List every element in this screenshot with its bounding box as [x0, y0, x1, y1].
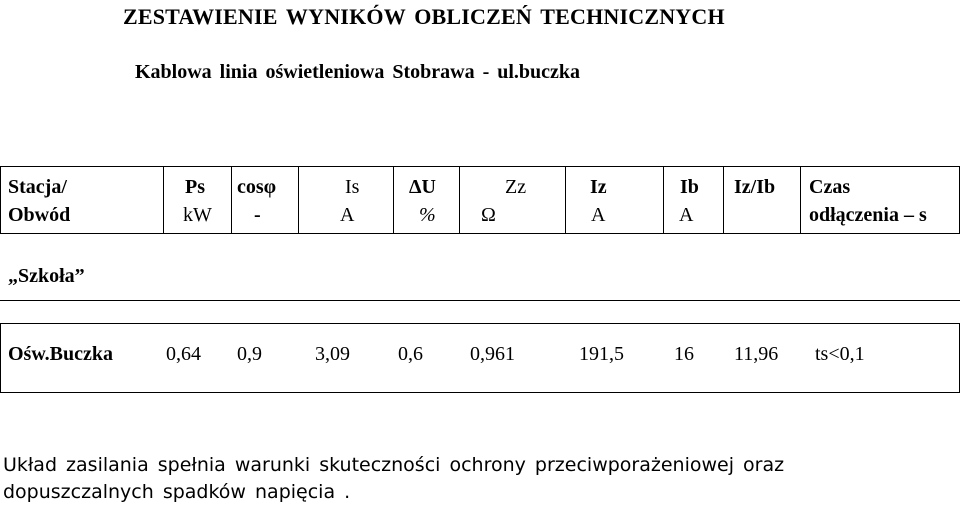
- header-cosphi-unit: -: [254, 204, 261, 226]
- header-time-bottom: odłączenia – s: [809, 204, 927, 226]
- row-zz: 0,961: [470, 343, 515, 365]
- header-ps-top: Ps: [185, 176, 205, 198]
- header-iz-top: Iz: [590, 176, 607, 198]
- header-is-unit: A: [340, 204, 355, 226]
- row-iz: 191,5: [579, 343, 624, 365]
- header-zz-unit: Ω: [481, 204, 496, 226]
- row-cosphi: 0,9: [237, 343, 262, 365]
- row-station: Ośw.Buczka: [8, 343, 114, 365]
- header-time-top: Czas: [809, 176, 851, 198]
- header-du-unit: %: [419, 204, 436, 226]
- header-du-top: ΔU: [409, 176, 436, 198]
- header-ib-unit: A: [679, 204, 694, 226]
- row-is: 3,09: [315, 343, 350, 365]
- row-ps: 0,64: [166, 343, 201, 365]
- header-zz-top: Zz: [505, 176, 527, 198]
- footer-line-2: dopuszczalnych spadków napięcia .: [3, 481, 351, 503]
- row-izib: 11,96: [734, 343, 779, 365]
- row-ib: 16: [674, 343, 694, 365]
- document-subtitle: Kablowa linia oświetleniowa Stobrawa - ul.buczka: [135, 61, 581, 83]
- row-time: ts<0,1: [815, 343, 865, 365]
- header-iz-unit: A: [591, 204, 606, 226]
- row-du: 0,6: [398, 343, 423, 365]
- header-station-top: Stacja/: [8, 176, 67, 198]
- header-cosphi-top: cosφ: [237, 176, 277, 198]
- header-izib: Iz/Ib: [734, 176, 776, 198]
- section-label: „Szkoła”: [8, 265, 85, 287]
- footer-line-1: Układ zasilania spełnia warunki skuteczności ochrony przeciwporażeniowej oraz: [3, 454, 785, 476]
- header-station-bottom: Obwód: [8, 204, 71, 226]
- document-title: ZESTAWIENIE WYNIKÓW OBLICZEŃ TECHNICZNYCH: [123, 4, 725, 29]
- header-is-top: Is: [345, 176, 360, 198]
- header-ps-unit: kW: [183, 204, 212, 226]
- header-ib-top: Ib: [680, 176, 699, 198]
